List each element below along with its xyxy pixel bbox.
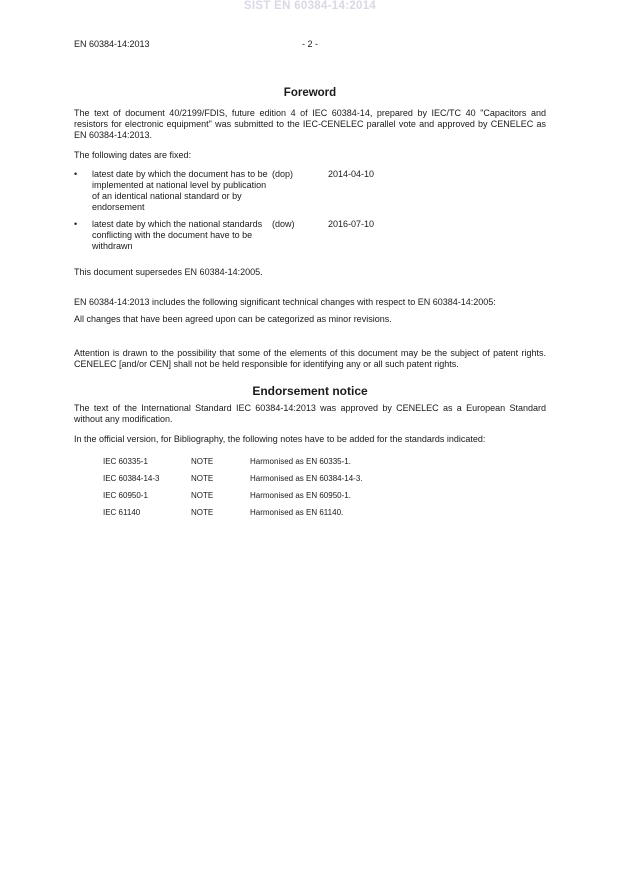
note-row: [103, 473, 546, 490]
date-row-dop: [74, 169, 546, 213]
note-text: Harmonised as EN 61140.: [250, 508, 344, 517]
note-label: NOTE: [191, 474, 214, 483]
note-standard: IEC 61140: [103, 508, 141, 517]
note-text: Harmonised as EN 60384-14-3.: [250, 474, 363, 483]
date-value: 2014-04-10: [328, 169, 375, 179]
notes-list: [74, 456, 546, 524]
page-number: - 2 -: [301, 39, 318, 49]
foreword-paragraph: The text of document 40/2199/FDIS, future edition 4 of IEC 60384-14, prepared by IEC/TC 40 "Capacitors and resistors for electronic equipment" was submitted to the IEC-CENELEC parallel vote and approved by CENELEC as EN 60384-14:2013.: [74, 108, 546, 140]
dates-intro: The following dates are fixed:: [74, 150, 192, 160]
note-row: [103, 490, 546, 507]
changes-text: All changes that have been agreed upon can be categorized as minor revisions.: [74, 314, 392, 324]
bullet: •: [74, 169, 78, 179]
foreword-title: Foreword: [283, 87, 337, 99]
date-code: (dop): [272, 169, 294, 179]
note-row: [103, 507, 546, 524]
header-doc-id: EN 60384-14:2013: [74, 39, 150, 49]
note-row: [103, 456, 546, 473]
endorsement-paragraph: The text of the International Standard IEC 60384-14:2013 was approved by CENELEC as a European Standard without any modification.: [74, 403, 546, 424]
note-text: Harmonised as EN 60950-1.: [250, 491, 351, 500]
note-text: Harmonised as EN 60335-1.: [250, 457, 351, 466]
note-label: NOTE: [191, 508, 214, 517]
date-code: (dow): [272, 219, 295, 229]
note-standard: IEC 60384-14-3: [103, 474, 160, 483]
note-standard: IEC 60335-1: [103, 457, 148, 466]
watermark: SIST EN 60384-14:2014: [243, 0, 377, 12]
changes-intro: EN 60384-14:2013 includes the following significant technical changes with respect to EN 60384-14:2005:: [74, 297, 496, 307]
date-value: 2016-07-10: [328, 219, 375, 229]
endorsement-title: Endorsement notice: [252, 384, 368, 398]
dates-list: [74, 169, 546, 252]
patent-attention: Attention is drawn to the possibility that some of the elements of this document may be the subject of patent rights. CENELEC [and/or CEN] shall not be held responsible for identifying any or all such patent rights.: [74, 348, 546, 369]
bibliography-paragraph: In the official version, for Bibliography, the following notes have to be added for the standards indicated:: [74, 434, 486, 444]
note-label: NOTE: [191, 457, 214, 466]
supersedes-statement: This document supersedes EN 60384-14:2005.: [74, 267, 263, 277]
date-description: latest date by which the document has to be implemented at national level by publication of an identical national standard or by endorsement: [92, 169, 268, 212]
note-standard: IEC 60950-1: [103, 491, 148, 500]
date-row-dow: [74, 219, 546, 252]
bullet: •: [74, 219, 78, 229]
note-label: NOTE: [191, 491, 214, 500]
document-body: [74, 86, 546, 524]
date-description: latest date by which the national standards conflicting with the document have to be withdrawn: [92, 219, 263, 251]
